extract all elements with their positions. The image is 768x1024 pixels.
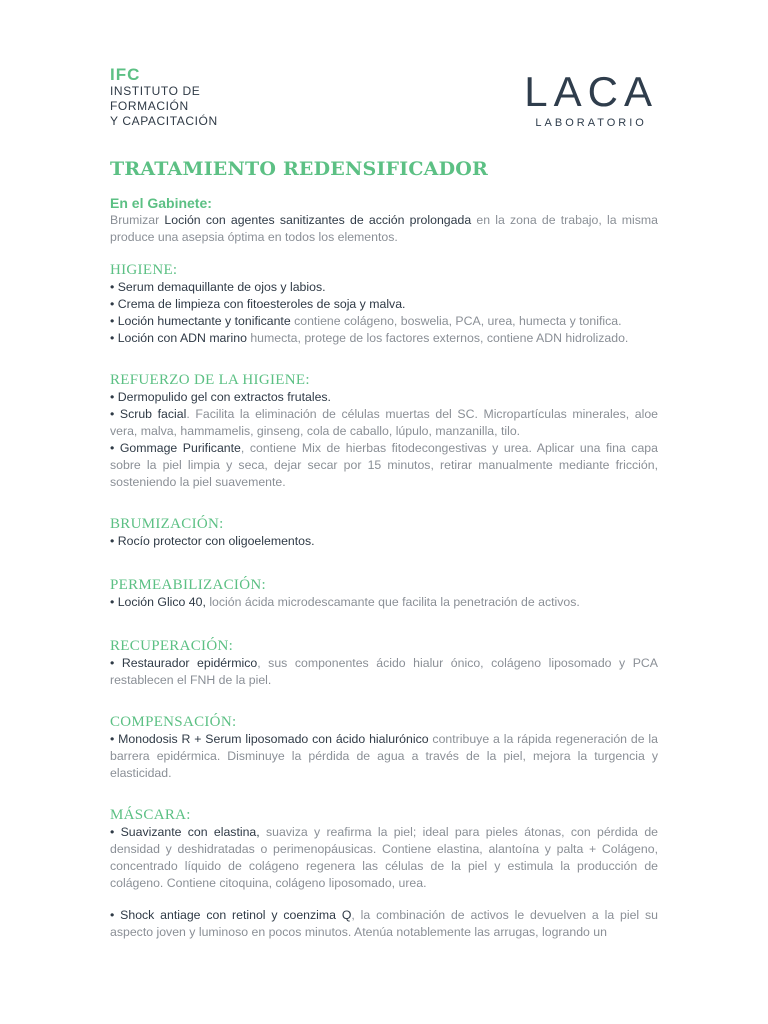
product-name: • Scrub facial <box>110 407 187 421</box>
list-item <box>110 907 658 941</box>
list-item <box>110 440 658 491</box>
text: loción ácida microdescamante que facilita la penetración de activos. <box>205 595 580 609</box>
document-body <box>110 194 658 941</box>
text: Brumizar <box>110 213 165 227</box>
text: , la combinación de activos le devuelven a la piel su aspecto joven y luminoso en pocos minutos. Atenúa notablemente las arrugas, logrando un <box>110 908 659 939</box>
paragraph-gabinete <box>110 212 658 246</box>
product-name: • Serum demaquillante de ojos y labios. <box>110 280 326 294</box>
text: humecta, protege de los factores externos, contiene ADN hidrolizado. <box>246 331 629 345</box>
text: contiene colágeno, boswelia, PCA, urea, humecta y tonifica. <box>290 314 622 328</box>
section-title-higiene: HIGIENE: <box>110 262 178 278</box>
list-item <box>110 594 658 611</box>
document-title: TRATAMIENTO REDENSIFICADOR <box>110 158 489 180</box>
list-item <box>110 533 658 550</box>
section-title-recuperacion: RECUPERACIÓN: <box>110 638 234 654</box>
product-name: • Gommage Purificante <box>110 441 241 455</box>
product-name: Loción con agentes sanitizantes de acción prolongada <box>164 213 472 227</box>
section-title-brumizacion: BRUMIZACIÓN: <box>110 516 224 532</box>
list-item <box>110 655 658 689</box>
list-item <box>110 330 658 347</box>
ifc-line-3: Y CAPACITACIÓN <box>110 114 218 128</box>
section-title-refuerzo: REFUERZO DE LA HIGIENE: <box>110 372 310 388</box>
product-name: • Suavizante con elastina, <box>110 825 260 839</box>
text: contribuye a la rápida regeneración de la barrera epidérmica. Disminuye la pérdida de agua a través de la piel, mejora la turgencia y elasticidad. <box>110 732 658 780</box>
section-title-compensacion: COMPENSACIÓN: <box>110 714 237 730</box>
text: , contiene Mix de hierbas fitodecongestivas y urea. Aplicar una fina capa sobre la piel limpia y seca, dejar secar por 15 minutos, retirar manualmente mediante fricción, sosteniendo la piel suavemente. <box>110 441 658 489</box>
list-item <box>110 296 658 313</box>
product-name: • Loción humectante y tonificante <box>110 314 291 328</box>
ifc-line-1: INSTITUTO DE <box>110 84 201 98</box>
text: en la zona de trabajo, la misma produce una asepsia óptima en todos los elementos. <box>110 213 658 244</box>
ifc-title: IFC <box>110 65 141 84</box>
ifc-logo <box>110 66 218 129</box>
product-name: • Shock antiage con retinol y coenzima Q <box>110 908 352 922</box>
laca-subtitle: LABORATORIO <box>535 117 647 129</box>
list-item <box>110 389 658 406</box>
text: suaviza y reafirma la piel; ideal para pieles átonas, con pérdida de densidad y deshidratadas o perimenopáusicas. Contiene elastina, alantoína y palta + Colágeno, concentrado líquido de colágeno regenera las células de la piel y estimula la producción de colágeno. Contiene citoquina, colágeno liposomado, urea. <box>110 825 658 890</box>
product-name: • Loción Glico 40, <box>110 595 206 609</box>
text: , sus componentes ácido hialur ónico, colágeno liposomado y PCA restablecen el FNH de la piel. <box>110 656 659 687</box>
text: . Facilita la eliminación de células muertas del SC. Micropartículas minerales, aloe vera, malva, hammamelis, ginseng, cola de caballo, lúpulo, manzanilla, tilo. <box>110 407 658 438</box>
section-title-gabinete: En el Gabinete: <box>110 195 212 211</box>
laca-title: LACA <box>524 68 658 115</box>
list-item <box>110 824 658 892</box>
list-item <box>110 279 658 296</box>
product-name: • Dermopulido gel con extractos frutales. <box>110 390 331 404</box>
section-title-mascara: MÁSCARA: <box>110 807 191 823</box>
product-name: • Rocío protector con oligoelementos. <box>110 534 315 548</box>
product-name: • Monodosis R + Serum liposomado con ácido hialurónico <box>110 732 429 746</box>
list-item <box>110 406 658 440</box>
product-name: • Loción con ADN marino <box>110 331 247 345</box>
list-item <box>110 313 658 330</box>
ifc-line-2: FORMACIÓN <box>110 99 189 113</box>
section-title-permeabilizacion: PERMEABILIZACIÓN: <box>110 577 266 593</box>
product-name: • Restaurador epidérmico <box>110 656 258 670</box>
product-name: • Crema de limpieza con fitoesteroles de soja y malva. <box>110 297 406 311</box>
list-item <box>110 731 658 782</box>
laca-logo <box>524 70 658 130</box>
